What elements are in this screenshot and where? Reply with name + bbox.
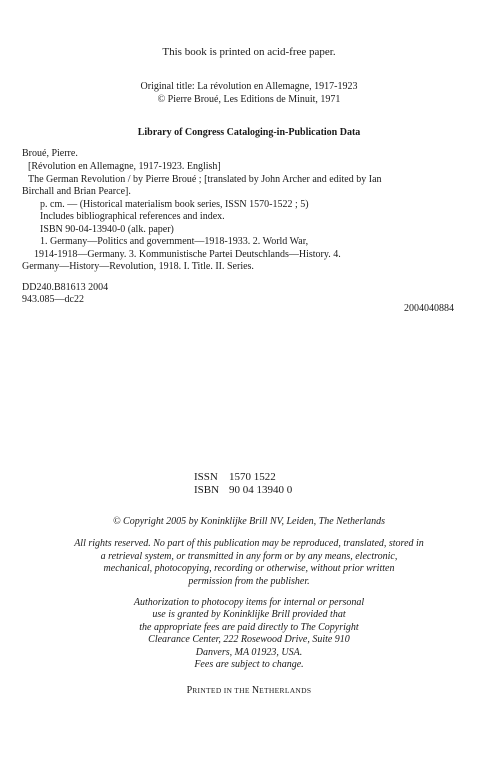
original-copyright: © Pierre Broué, Les Editions de Minuit, 1971 (157, 94, 341, 105)
cip-heading: Library of Congress Cataloging-in-Publication Data (137, 127, 361, 138)
lc-classification: DD240.B81613 2004 (22, 282, 109, 293)
rights-line: All rights reserved. No part of this publication may be reproduced, translated, stored in (74, 538, 424, 549)
printed-in-netherlands (0, 680, 498, 698)
authorization-line: the appropriate fees are paid directly to The Copyright (139, 622, 359, 633)
cip-line: 1914-1918—Germany. 3. Kommunistische Partei Deutschlands—History. 4. (34, 249, 341, 260)
printed-initial: P (186, 685, 193, 696)
cip-line: Includes bibliographical references and index. (40, 211, 225, 222)
rights-line: a retrieval system, or transmitted in any form or by any means, electronic, (100, 551, 398, 562)
original-title: Original title: La révolution en Allemagne, 1917-1923 (140, 81, 358, 92)
issn-label: ISSN (194, 471, 218, 483)
control-number: 2004040884 (404, 303, 454, 314)
netherlands-initial: N (251, 685, 260, 696)
rights-line: permission from the publisher. (188, 576, 310, 587)
issn-value: 1570 1522 (229, 471, 276, 483)
cip-line: Broué, Pierre. (22, 148, 78, 159)
cip-line: ISBN 90-04-13940-0 (alk. paper) (40, 224, 174, 235)
authorization-line: use is granted by Koninklijke Brill provided that (152, 609, 346, 620)
cip-line: [Révolution en Allemagne, 1917-1923. English] (28, 161, 221, 172)
cip-line: Birchall and Brian Pearce]. (22, 186, 131, 197)
cip-line: p. cm. — (Historical materialism book series, ISSN 1570-1522 ; 5) (40, 199, 309, 210)
copyright-notice: © Copyright 2005 by Koninklijke Brill NV, Leiden, The Netherlands (112, 516, 386, 527)
rights-line: mechanical, photocopying, recording or otherwise, without prior written (103, 563, 395, 574)
dewey-classification: 943.085—dc22 (22, 294, 84, 305)
acid-free-note: This book is printed on acid-free paper. (162, 46, 336, 58)
authorization-line: Clearance Center, 222 Rosewood Drive, Suite 910 (148, 634, 350, 645)
netherlands-rest: ETHERLANDS (259, 686, 312, 695)
cip-line: 1. Germany—Politics and government—1918-1933. 2. World War, (40, 236, 309, 247)
isbn-label: ISBN (194, 484, 220, 496)
authorization-line: Authorization to photocopy items for internal or personal (133, 597, 365, 608)
authorization-line: Danvers, MA 01923, USA. (195, 647, 303, 658)
printed-rest: RINTED IN THE (192, 686, 252, 695)
cip-line: The German Revolution / by Pierre Broué ; [translated by John Archer and edited by Ian (28, 174, 382, 185)
authorization-line: Fees are subject to change. (194, 659, 304, 670)
cip-line: Germany—History—Revolution, 1918. I. Title. II. Series. (22, 261, 254, 272)
isbn-value: 90 04 13940 0 (229, 484, 293, 496)
